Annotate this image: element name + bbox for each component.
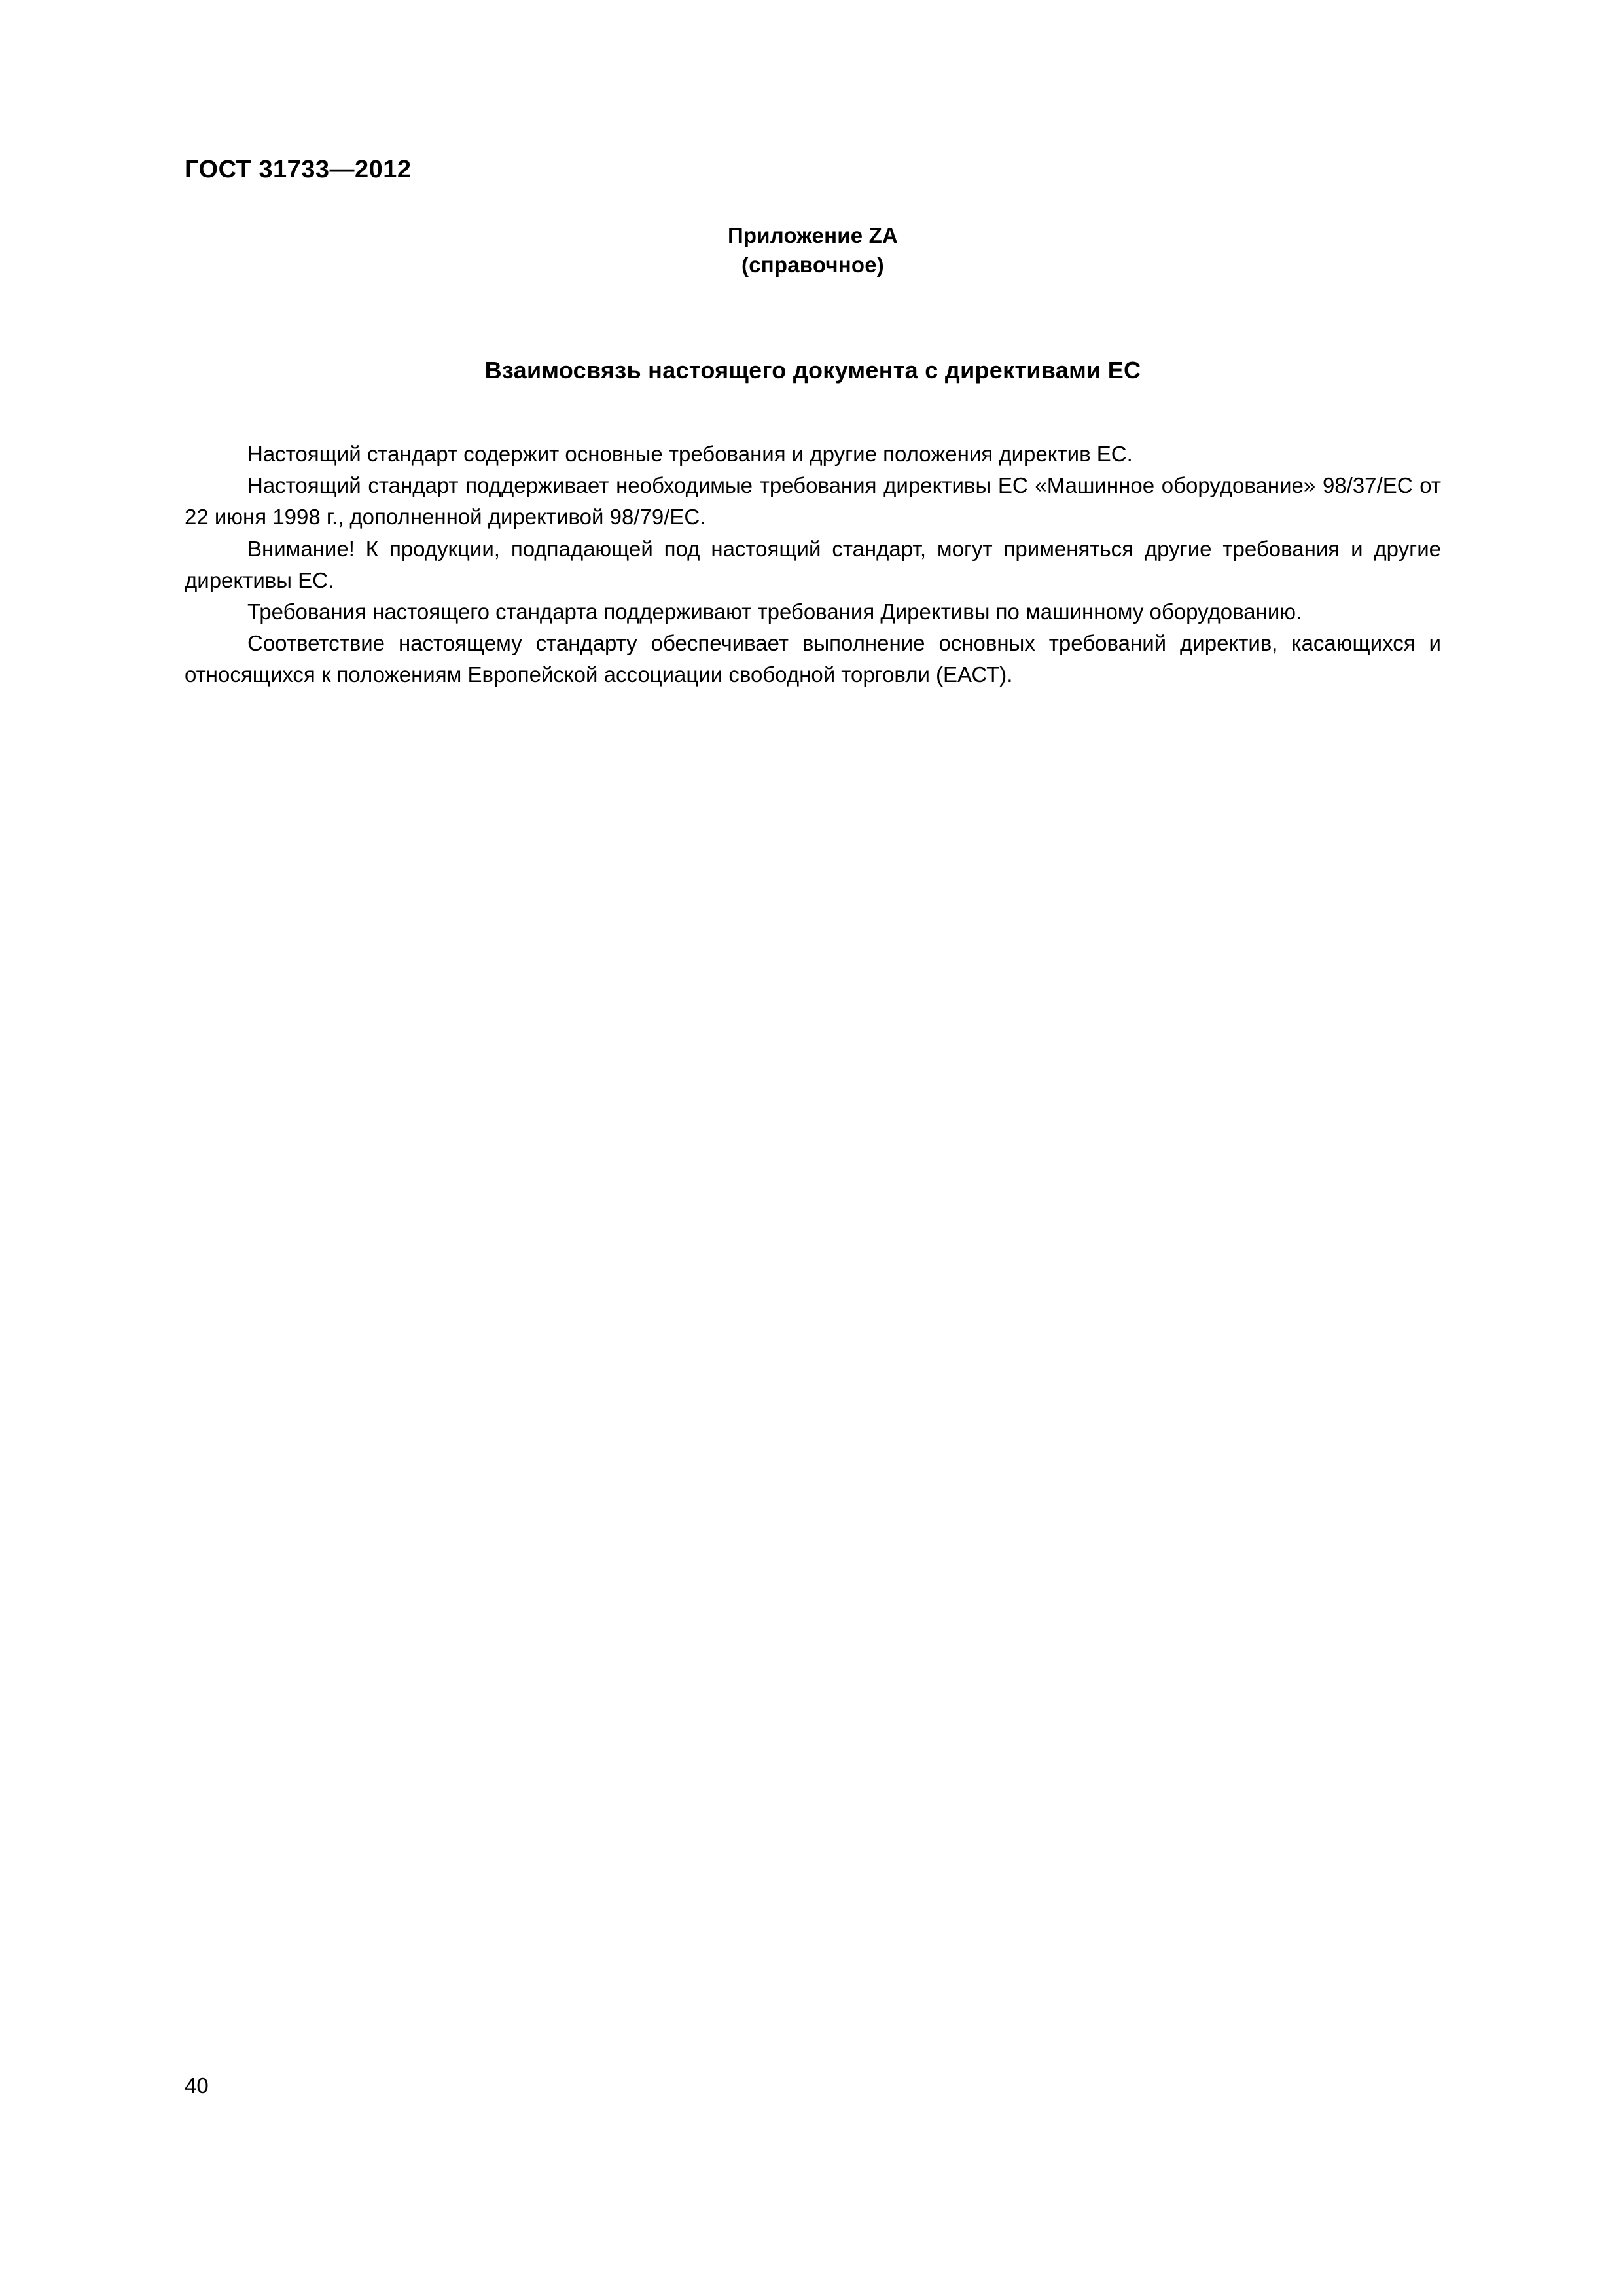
paragraph: Внимание! К продукции, подпадающей под настоящий стандарт, могут применяться другие требования и другие директивы ЕС.	[185, 536, 1441, 592]
appendix-header	[185, 221, 1441, 279]
appendix-title: Приложение ZA	[727, 223, 899, 247]
paragraph: Соответствие настоящему стандарту обеспечивает выполнение основных требований директив, касающихся и относящихся к положениям Европейской ассоциации свободной торговли (ЕАСТ).	[185, 631, 1441, 687]
appendix-subtitle: (справочное)	[741, 252, 884, 277]
paragraph: Настоящий стандарт поддерживает необходимые требования директивы ЕС «Машинное оборудование» 98/37/ЕС от 22 июня 1998 г., дополненной директивой 98/79/ЕС.	[185, 473, 1441, 529]
paragraph: Настоящий стандарт содержит основные требования и другие положения директив ЕС.	[247, 442, 1133, 466]
standard-identifier: ГОСТ 31733—2012	[185, 156, 412, 183]
section-heading: Взаимосвязь настоящего документа с директивами ЕС	[484, 357, 1141, 384]
body-text	[185, 439, 1441, 691]
paragraph: Требования настоящего стандарта поддерживают требования Директивы по машинному оборудованию.	[247, 599, 1302, 624]
page-number: 40	[185, 2073, 209, 2098]
